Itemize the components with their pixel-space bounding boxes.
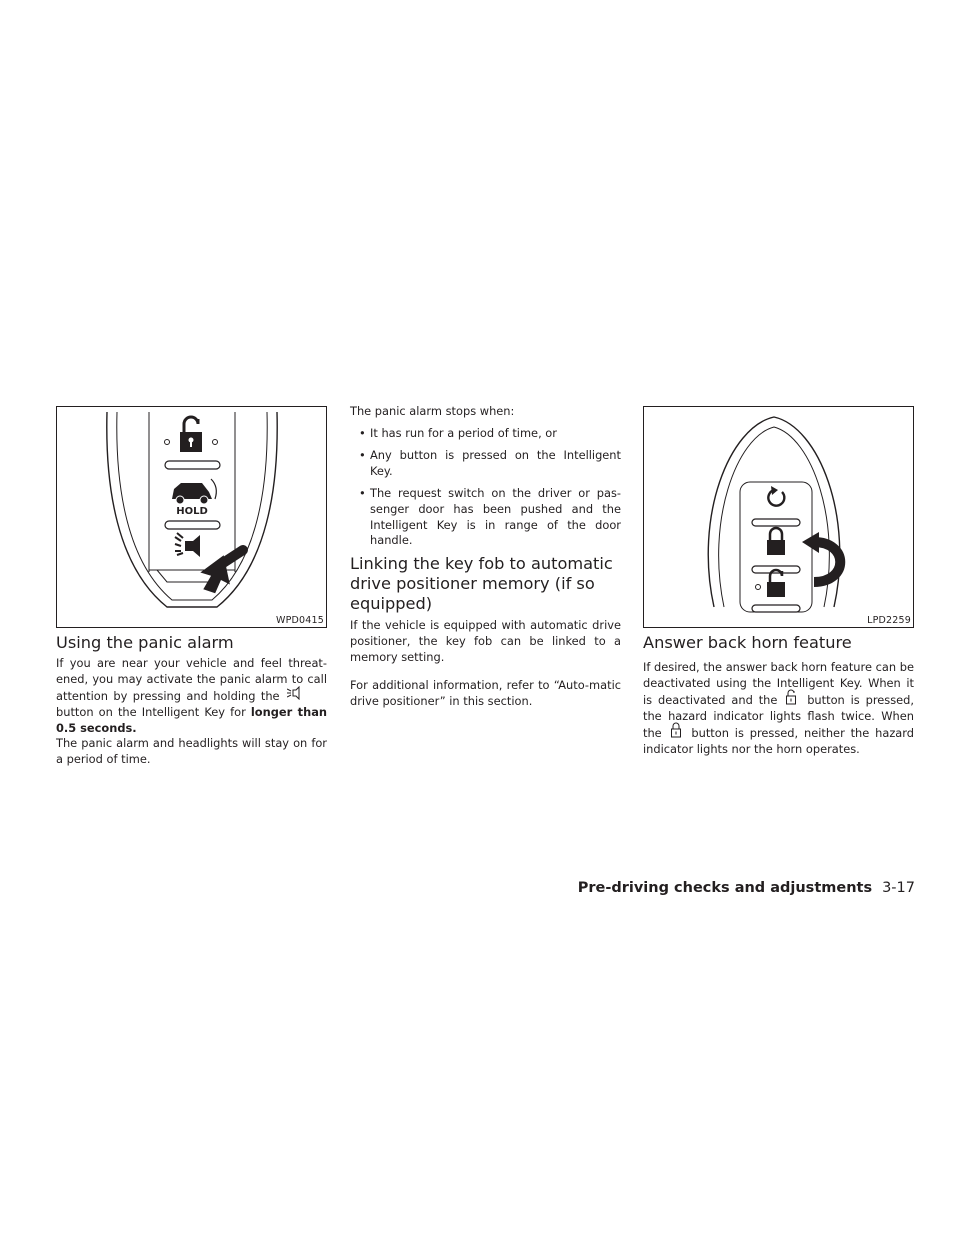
paragraph-panic-duration: The panic alarm and headlights will stay on for a period of time. xyxy=(56,736,327,766)
heading-answer-back: Answer back horn feature xyxy=(643,633,852,652)
bold-duration-text: longer than 0.5 seconds. xyxy=(56,704,327,735)
divider-bar-1 xyxy=(165,461,220,469)
panic-horn-icon xyxy=(285,688,327,702)
heading-linking-key-fob: Linking the key fob to automatic drive positioner memory (if so equipped) xyxy=(350,554,613,613)
text-segment: button is pressed, the hazard indicator lights flash twice. When the xyxy=(643,692,915,740)
hold-label: HOLD xyxy=(176,506,208,517)
list-item: • It has run for a period of time, or xyxy=(350,426,621,442)
text-segment: If desired, the answer back horn feature can be deactivated using the Intelligent Key. When it is deactivated and the xyxy=(643,660,914,707)
text-segment: button is pressed, neither the hazard indicator lights nor the horn operates. xyxy=(643,725,914,756)
text-segment: If you are near your vehicle and feel threat-ened, you may activate the panic alarm to call attention by pressing and holding the xyxy=(56,656,327,703)
fob-inner-outline xyxy=(719,427,830,607)
key-fob-panic-figure xyxy=(56,406,327,628)
panic-stop-intro: The panic alarm stops when: xyxy=(350,404,515,418)
lock-icon xyxy=(767,528,785,555)
unlock-icon xyxy=(785,692,799,706)
divider-bar-2 xyxy=(165,521,220,529)
page-footer xyxy=(578,880,915,896)
figure-code: WPD0415 xyxy=(275,615,324,626)
paragraph-linking-1: If the vehicle is equipped with automatic drive positioner, the key fob can be linked to a memory setting. xyxy=(350,618,621,664)
unlock-icon xyxy=(767,570,785,597)
key-fob-answer-back-figure xyxy=(643,406,914,628)
list-item: • Any button is pressed on the Intelligent Key. xyxy=(350,448,621,480)
lock-icon xyxy=(670,725,684,739)
panic-horn-icon xyxy=(175,533,200,557)
list-item: • The request switch on the driver or pas-senger door has been pushed and the Intelligent Key is in range of the door handle. xyxy=(350,486,621,550)
paragraph-panic-alarm xyxy=(56,656,327,737)
divider-bar-3 xyxy=(752,605,800,612)
heading-panic-alarm: Using the panic alarm xyxy=(56,633,234,652)
divider-bar-1 xyxy=(752,519,800,526)
figure-code: LPD2259 xyxy=(867,615,911,626)
panic-stop-list xyxy=(350,426,621,555)
footer-section-title: Pre-driving checks and adjustments xyxy=(577,880,873,896)
key-fob-illustration xyxy=(57,407,326,627)
text-segment: button on the Intelligent Key for xyxy=(56,704,246,719)
key-fob-illustration-2 xyxy=(644,407,913,627)
liftgate-icon xyxy=(172,479,216,504)
paragraph-answer-back xyxy=(643,660,914,757)
arrow-pointer-icon xyxy=(802,532,840,582)
remote-start-icon xyxy=(768,486,784,506)
paragraph-linking-2: For additional information, refer to “Auto-matic drive positioner” in this section. xyxy=(350,678,621,708)
page-number: 3-17 xyxy=(882,880,915,896)
unlock-icon xyxy=(180,417,202,452)
